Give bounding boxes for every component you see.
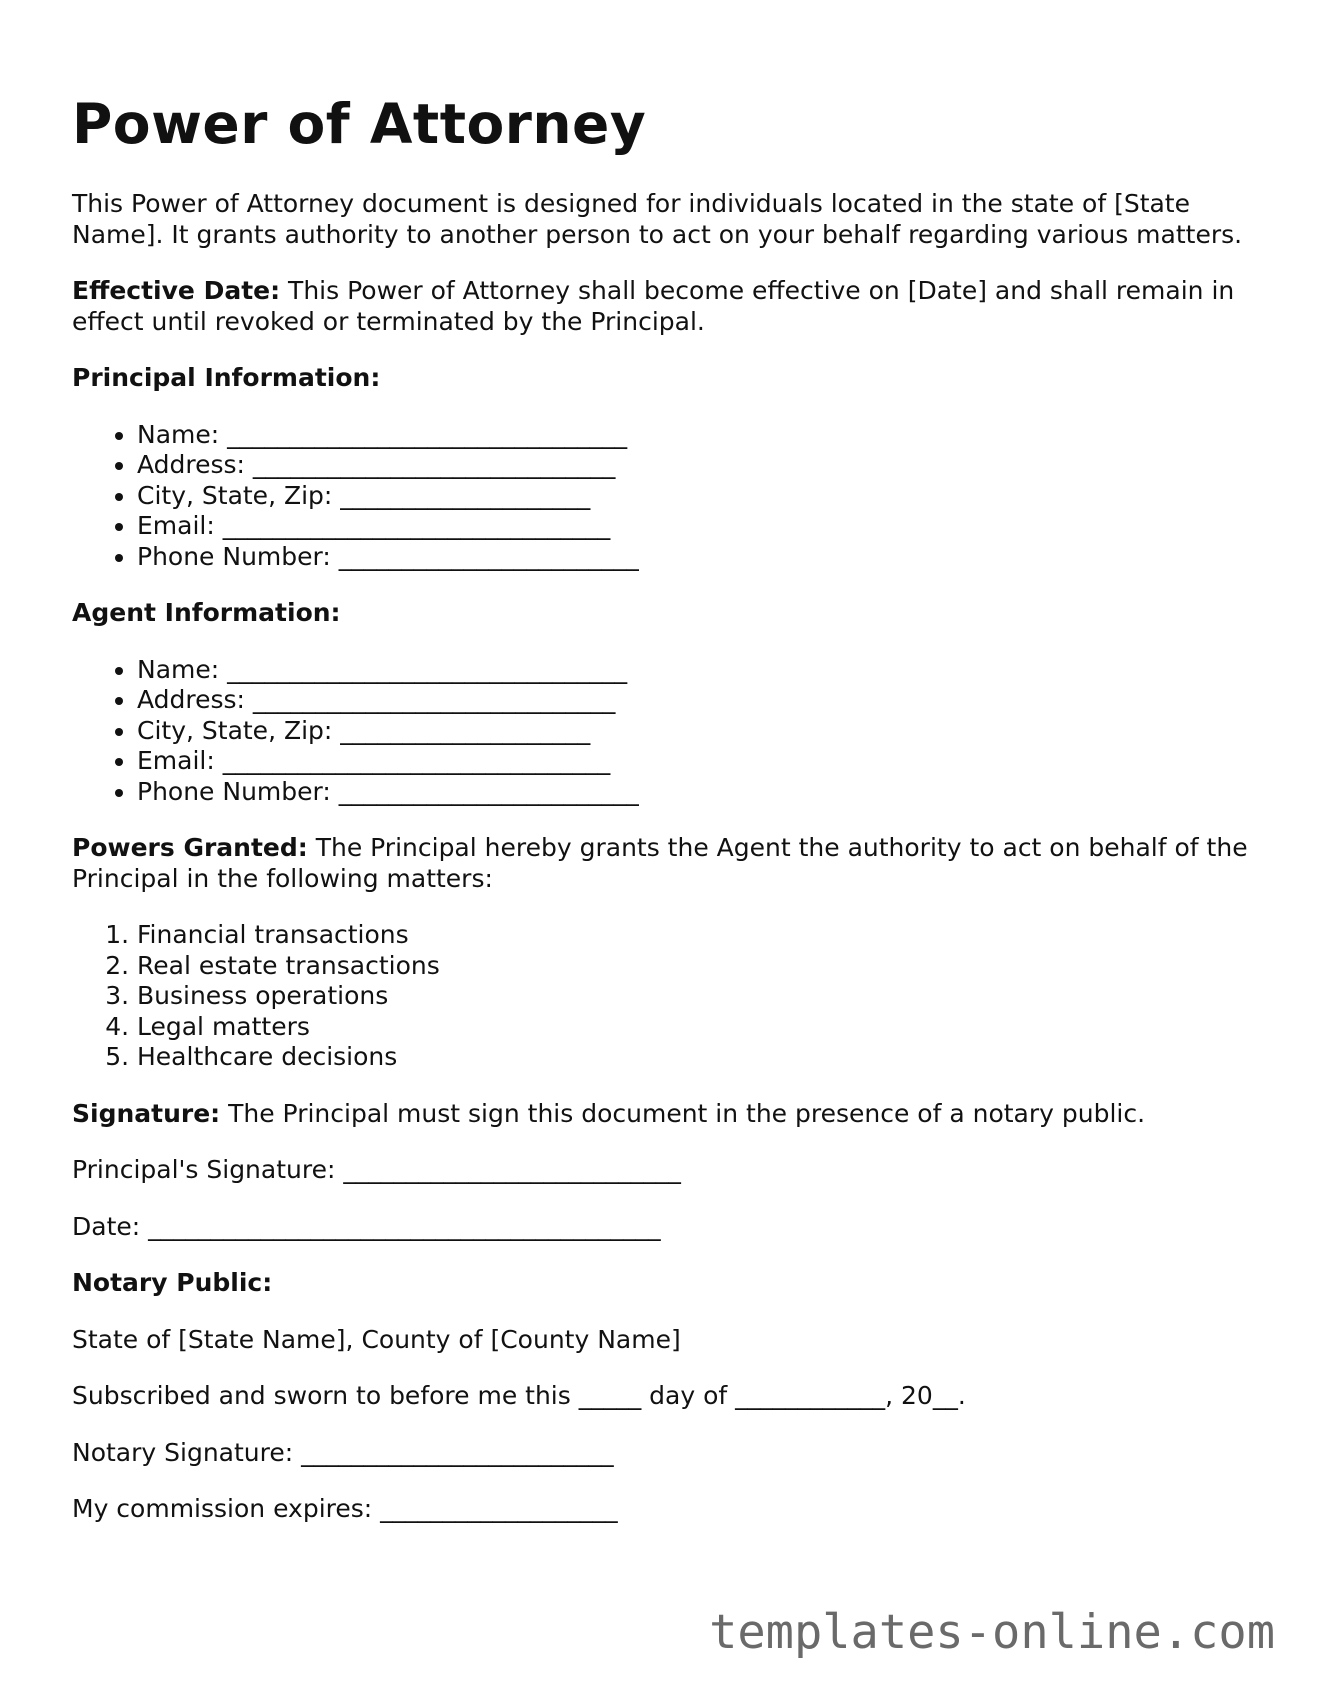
state-county-line: State of [State Name], County of [County Name] — [72, 1324, 681, 1354]
effective-date-label: Effective Date: — [72, 276, 281, 305]
power-item: 3. Business operations — [137, 981, 1252, 1012]
effective-date-text: This Power of Attorney shall become effective on [Date] and shall remain in effect until revoked or terminated by the Principal. — [72, 276, 1235, 336]
agent-city-field: • City, State, Zip: ____________________ — [137, 716, 1252, 747]
powers-paragraph — [72, 833, 1252, 894]
power-item: 4. Legal matters — [137, 1012, 1252, 1043]
power-item: 2. Real estate transactions — [137, 951, 1252, 982]
effective-date-paragraph — [72, 276, 1252, 337]
powers-text: The Principal hereby grants the Agent the authority to act on behalf of the Principal in the following matters: — [72, 833, 1248, 893]
power-item: 5. Healthcare decisions — [137, 1042, 1252, 1073]
principal-phone-field: • Phone Number: ________________________ — [137, 542, 1252, 573]
signature-paragraph — [72, 1099, 1252, 1130]
agent-address-field: • Address: _____________________________ — [137, 685, 1252, 716]
principal-address-field: • Address: _____________________________ — [137, 450, 1252, 481]
signature-text: The Principal must sign this document in the presence of a notary public. — [220, 1098, 1146, 1128]
agent-email-field: • Email: _______________________________ — [137, 746, 1252, 777]
powers-list — [72, 920, 1252, 1073]
principal-fields — [72, 420, 1252, 573]
power-item: 1. Financial transactions — [137, 920, 1252, 951]
document-body — [72, 189, 1252, 1551]
sworn-line: Subscribed and sworn to before me this _____ day of ____________, 20__. — [72, 1381, 966, 1410]
principal-signature-line: Principal's Signature: ___________________________ — [72, 1155, 681, 1184]
signature-label: Signature: — [72, 1098, 221, 1128]
agent-heading: Agent Information: — [72, 598, 341, 627]
powers-label: Powers Granted: — [72, 833, 308, 862]
document-title: Power of Attorney — [72, 92, 647, 156]
intro-paragraph: This Power of Attorney document is designed for individuals located in the state of [State Name]. It grants authority to another person to act on your behalf regarding various matters. — [72, 189, 1243, 249]
agent-fields — [72, 655, 1252, 808]
commission-line: My commission expires: ___________________ — [72, 1494, 618, 1523]
principal-heading: Principal Information: — [72, 363, 381, 392]
principal-city-field: • City, State, Zip: ____________________ — [137, 481, 1252, 512]
principal-name-field: • Name: ________________________________ — [137, 420, 1252, 451]
notary-signature-line: Notary Signature: _________________________ — [72, 1437, 614, 1467]
principal-email-field: • Email: _______________________________ — [137, 511, 1252, 542]
notary-heading: Notary Public: — [72, 1268, 273, 1297]
agent-name-field: • Name: ________________________________ — [137, 655, 1252, 686]
agent-phone-field: • Phone Number: ________________________ — [137, 777, 1252, 808]
date-line: Date: _________________________________________ — [72, 1211, 661, 1241]
watermark-footer: templates-online.com — [709, 1605, 1275, 1660]
